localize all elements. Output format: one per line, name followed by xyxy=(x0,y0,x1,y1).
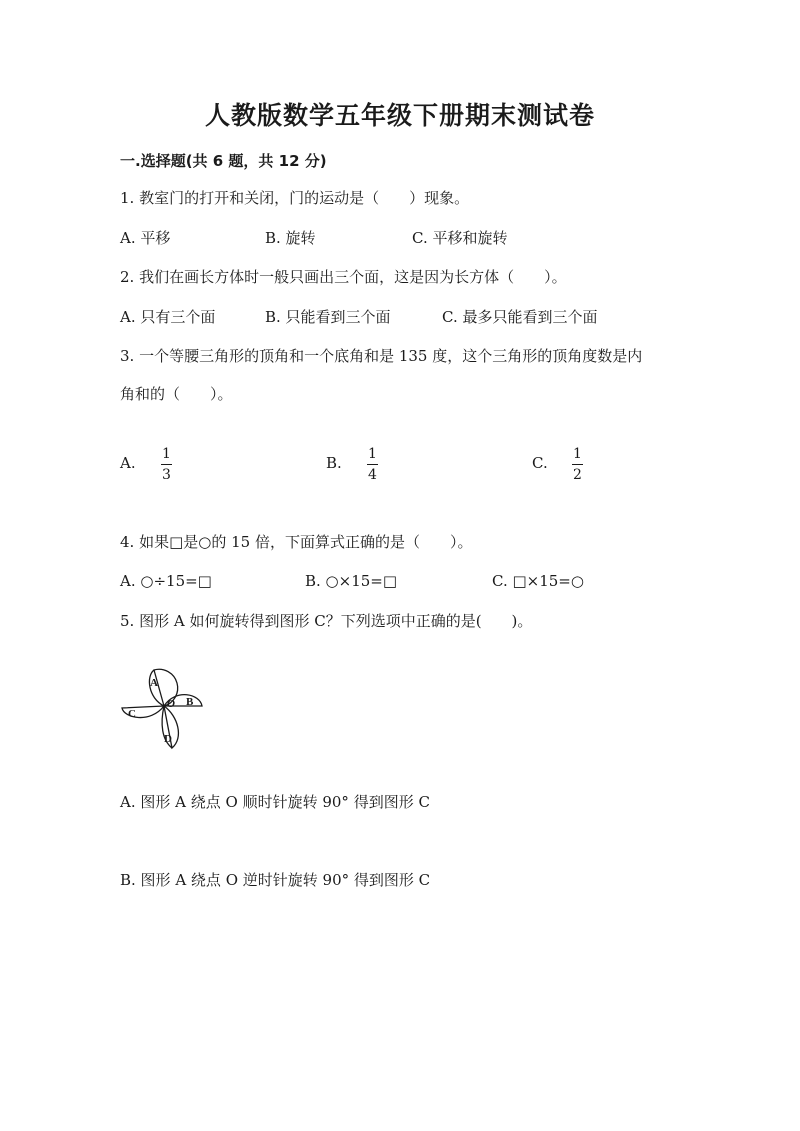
question-3-option-c-fraction xyxy=(572,446,583,483)
question-5-stem: 5. 图形 A 如何旋转得到图形 C？下列选项中正确的是( )。 xyxy=(120,612,533,630)
question-5-option-a: A. 图形 A 绕点 O 顺时针旋转 90° 得到图形 C xyxy=(120,793,430,811)
question-2-stem: 2. 我们在画长方体时一般只画出三个面，这是因为长方体（ ）。 xyxy=(120,268,567,286)
question-4-stem: 4. 如果□是○的 15 倍，下面算式正确的是（ ）。 xyxy=(120,533,473,551)
question-4-option-b: B. ○×15=□ xyxy=(305,572,398,590)
figure-label-a: A xyxy=(150,677,158,689)
figure-label-b: B xyxy=(186,696,194,708)
rotation-figure xyxy=(118,664,210,750)
fraction-numerator: 1 xyxy=(162,446,171,462)
fraction-denominator: 4 xyxy=(368,467,377,483)
question-1-option-c: C. 平移和旋转 xyxy=(412,229,508,247)
figure-label-c: C xyxy=(128,708,136,720)
question-3-option-a-fraction xyxy=(161,446,172,483)
question-2-option-b: B. 只能看到三个面 xyxy=(265,308,391,326)
question-4-option-a: A. ○÷15=□ xyxy=(120,572,212,590)
question-5-option-b: B. 图形 A 绕点 O 逆时针旋转 90° 得到图形 C xyxy=(120,871,431,889)
question-2-option-c: C. 最多只能看到三个面 xyxy=(442,308,598,326)
question-3-stem-line-2: 角和的（ ）。 xyxy=(120,385,233,403)
section-heading: 一.选择题(共 6 题，共 12 分) xyxy=(120,152,327,170)
fraction-bar xyxy=(572,464,583,465)
question-3-option-b-fraction xyxy=(367,446,378,483)
question-3-option-b-label: B. xyxy=(326,454,342,472)
fraction-numerator: 1 xyxy=(368,446,377,462)
question-4-option-c: C. □×15=○ xyxy=(492,572,584,590)
fraction-denominator: 2 xyxy=(573,467,582,483)
figure-label-d: D xyxy=(164,733,172,745)
fraction-numerator: 1 xyxy=(573,446,582,462)
fraction-denominator: 3 xyxy=(162,467,171,483)
figure-label-o: O xyxy=(167,698,175,710)
question-2-option-a: A. 只有三个面 xyxy=(120,308,216,326)
question-3-option-c-label: C. xyxy=(532,454,548,472)
question-1-option-b: B. 旋转 xyxy=(265,229,316,247)
fraction-bar xyxy=(367,464,378,465)
fraction-bar xyxy=(161,464,172,465)
question-3-option-a-label: A. xyxy=(120,454,136,472)
question-1-stem: 1. 教室门的打开和关闭，门的运动是（ ）现象。 xyxy=(120,189,470,207)
page-title: 人教版数学五年级下册期末测试卷 xyxy=(204,101,595,130)
question-3-stem-line-1: 3. 一个等腰三角形的顶角和一个底角和是 135 度，这个三角形的顶角度数是内 xyxy=(120,347,643,365)
question-1-option-a: A. 平移 xyxy=(120,229,171,247)
